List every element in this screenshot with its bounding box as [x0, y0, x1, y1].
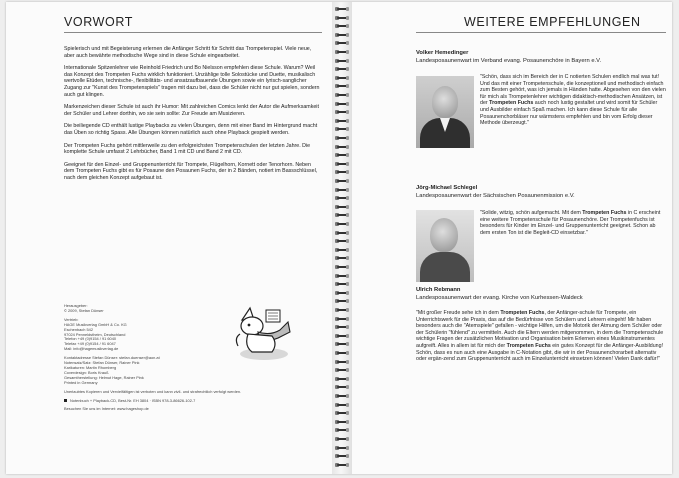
- imprint-line: Telefon +49 (0)9154 / 91 6040: [64, 336, 117, 342]
- spiral-ring: [335, 247, 349, 253]
- preface-paragraph: Geeignet für den Einzel- und Gruppenunterricht für Trompete, Flügelhorn, Kornett oder Tenorhorn. Neben dem Trompeten Fuchs gibt es für Posaune den Posaunen Fuchs, der in 2 Bänden, notiert im Bassschlüssel, nach dem gleichen Konzept aufgebaut ist.: [64, 161, 318, 181]
- quote-text: "Solide, witzig, schön aufgemacht. Mit dem: [480, 210, 583, 216]
- spiral-ring: [335, 376, 349, 382]
- imprint-line: Vertrieb:: [64, 316, 79, 322]
- spiral-ring: [335, 152, 349, 158]
- imprint-line: © 2009, Stefan Dünser: [64, 307, 104, 313]
- spiral-ring: [335, 126, 349, 132]
- spiral-ring: [335, 341, 349, 347]
- imprint-line: Printed in Germany: [64, 379, 98, 385]
- spiral-ring: [335, 144, 349, 150]
- spiral-ring: [335, 23, 349, 29]
- imprint-order: [64, 399, 294, 404]
- preface-paragraph: Spielerisch und mit Begeisterung erlernen die Anfänger Schritt für Schritt das Trompetenspiel. Viele neue, aber auch bewährte methodische Wege sind in diese Schule eingearbeitet.: [64, 46, 312, 59]
- photo-body: [420, 252, 470, 282]
- spiral-ring: [335, 83, 349, 89]
- spiral-ring: [335, 212, 349, 218]
- spiral-ring: [335, 273, 349, 279]
- quote-text: "Mit großer Freude sehe ich in dem: [416, 310, 501, 316]
- recommender-name: Volker Hemedinger: [416, 50, 469, 56]
- recommender-name: Ulrich Rebmann: [416, 287, 461, 293]
- title-rule: [416, 32, 666, 33]
- imprint-line: Telefax +49 (0)9154 / 91 6047: [64, 341, 116, 347]
- spiral-ring: [335, 298, 349, 304]
- preface-paragraph: Die beiliegende CD enthält lustige Playbacks zu vielen Übungen, denn mit einer Band im Hintergrund macht das Üben so richtig Spass. Alle Übungen können natürlich auch ohne Playback gespielt werden.: [64, 123, 318, 136]
- quote-text: in C erscheint eine weitere Trompetenschule für Posaunenchöre. Der Trompetenfuchs ist besonders für Kinder im Einzel- und Gruppenunterricht geeignet. Schon ab dem ersten Ton ist die Begleit-CD einsetzbar.": [480, 210, 661, 236]
- page-title-vorwort: VORWORT: [64, 15, 134, 29]
- title-rule: [64, 32, 322, 33]
- imprint-notice: Unerlaubtes Kopieren und Vervielfältigen ist verboten und kann zivil- und strafrechtlich verfolgt werden.: [64, 388, 242, 394]
- imprint: [64, 303, 242, 416]
- spiral-ring: [335, 92, 349, 98]
- spiral-ring: [335, 255, 349, 261]
- spiral-ring: [335, 462, 349, 468]
- recommendation-quote: [480, 210, 666, 236]
- imprint-publisher: [64, 318, 234, 352]
- spiral-ring: [335, 393, 349, 399]
- imprint-credits: [64, 356, 234, 385]
- photo-head: [430, 218, 458, 252]
- spiral-ring: [335, 32, 349, 38]
- spiral-ring: [335, 316, 349, 322]
- spiral-ring: [335, 178, 349, 184]
- imprint-line: Coverdesign: Boris Krauß: [64, 369, 109, 375]
- quote-emphasis: Trompeten Fuchs: [506, 342, 551, 349]
- quote-emphasis: Trompeten Fuchs: [582, 210, 627, 216]
- spiral-ring: [335, 169, 349, 175]
- spiral-ring: [335, 109, 349, 115]
- recommender-photo: [416, 210, 474, 282]
- recommender-photo: [416, 76, 474, 148]
- spiral-ring: [335, 410, 349, 416]
- imprint-line: Herausgeber:: [64, 303, 88, 308]
- spiral-ring: [335, 135, 349, 141]
- imprint-line: Karikaturen: Martin Rhomberg: [64, 364, 117, 370]
- left-page: [6, 2, 332, 474]
- spiral-ring: [335, 402, 349, 408]
- spiral-ring: [335, 367, 349, 373]
- recommender-name: Jörg-Michael Schlegel: [416, 185, 478, 191]
- imprint-web: Besuchen Sie uns im Internet: www.hageshop.de: [64, 406, 149, 412]
- spiral-ring: [335, 195, 349, 201]
- spiral-ring: [335, 40, 349, 46]
- spiral-ring: [335, 58, 349, 64]
- spiral-ring: [335, 238, 349, 244]
- spiral-binding-icon: [332, 2, 352, 474]
- preface-paragraph: Der Trompeten Fuchs gehört mittlerweile zu den erfolgreichsten Trompetenschulen der letzten Jahre. Die komplette Schule umfasst 2 Lehrbücher, Band 1 mit CD und Band 2 mit CD.: [64, 142, 311, 156]
- imprint-line: Kontaktadresse Stefan Dünser: stefan.duenser@aon.at: [64, 355, 160, 361]
- quote-text: auch noch lustig gestaltet und wird somit für Schüler und Ausbilder einfach Spaß machen. Ich kann diese Schule für alle Posaunenchorbläser nur wärmstens empfehlen und bin vom Erfolg dieser Methode überzeugt.": [480, 100, 658, 127]
- spiral-ring: [335, 101, 349, 107]
- quote-text: ein gutes Konzept für die Anfänger-Ausbildung! Schön, dass es nun auch eine Ausgabe in C-Notation gibt, die wir in der Posaunenchorarbeit alternativ oder ergän-zend zum Gruppenunterricht auch im Einzelunterricht einsetzen können! Vielen Dank dafür!": [416, 342, 664, 363]
- spiral-ring: [335, 445, 349, 451]
- spiral-ring: [335, 161, 349, 167]
- spiral-ring: [335, 230, 349, 236]
- recommendation-quote: [416, 310, 668, 363]
- imprint-line: Notensatz/Satz: Stefan Dünser, Rainer Pink: [64, 360, 140, 366]
- page-title-empfehlungen: WEITERE EMPFEHLUNGEN: [464, 15, 641, 29]
- imprint-line: HAGE Musikverlag GmbH & Co. KG: [64, 321, 127, 327]
- spiral-ring: [335, 187, 349, 193]
- recommender-role: Landesposaunenwart der evang. Kirche von Kurhessen-Waldeck: [416, 295, 583, 301]
- spiral-ring: [335, 75, 349, 81]
- quote-emphasis: Trompeten Fuchs: [489, 100, 534, 107]
- spiral-ring: [335, 221, 349, 227]
- spiral-ring: [335, 453, 349, 459]
- spiral-ring: [335, 359, 349, 365]
- spiral-ring: [335, 6, 349, 12]
- spiral-ring: [335, 333, 349, 339]
- spiral-ring: [335, 118, 349, 124]
- recommender-role: Landesposaunenwart der Sächsischen Posaunenmission e.V.: [416, 193, 575, 199]
- right-page: [352, 2, 672, 474]
- book-spread: [6, 2, 672, 474]
- preface-text: [64, 46, 320, 188]
- order-line: Notenbuch + Playback-CD, Best-Nr. EH 3804 · ISBN 978-3-86626-102-7: [70, 397, 196, 403]
- quote-emphasis: Trompeten Fuchs: [500, 310, 545, 316]
- spiral-ring: [335, 384, 349, 390]
- quote-text: , der Anfänger-schule für Trompete, ein Unterrichtswerk für die Praxis, das auf die Bedürfnisse von Schülern und Lehrern eingeht! Mir haben besonders auch die "Atemspiele" gefallen - wichtige Hilfen, um die Motorik der Atmung dem Schüler oder der Schülerin "fühlend" zu vermitteln. Auch die Eltern werden mitgenommen, in dem die Trompetenschule wichtige Fragen der zusätzlichen Motivation und Organisation beim Erlernen eines Musikinstrumentes aufgreift. Alles in allem ist für mich der: [416, 310, 664, 349]
- spiral-ring: [335, 427, 349, 433]
- preface-paragraph: Internationale Spitzenlehrer wie Reinhold Friedrich und Bo Nielsson empfehlen diese Schule. Warum? Weil das Konzept des Trompeten Fuchs wirklich funktioniert. Unzählige tolle Solostücke und Duette, musikalisch wertvolle Etüden, technische-, flexibilitäts- und ansatzaufbauende Übungen sowie ein lyrisch-sanglicher Zugang zur "Kunst des Trompetenspiels" tragen mit dazu bei, dass die Schüler nicht nur gut spielen, sondern auch gut klingen.: [64, 65, 320, 98]
- bullet-icon: [64, 399, 67, 402]
- preface-paragraph: Markenzeichen dieser Schule ist auch ihr Humor: Mit zahlreichen Comics lenkt der Autor die Aufmerksamkeit der Schüler und Lehrer dorthin, wo sie sein sollte: Zur Freude am Musizieren.: [64, 104, 319, 117]
- spiral-ring: [335, 307, 349, 313]
- spiral-ring: [335, 436, 349, 442]
- spiral-ring: [335, 15, 349, 21]
- spiral-ring: [335, 281, 349, 287]
- recommender-role: Landesposaunenwart im Verband evang. Posaunenchöre in Bayern e.V.: [416, 58, 602, 64]
- imprint-line: Eschenbach 542: [64, 326, 93, 332]
- spiral-ring: [335, 204, 349, 210]
- imprint-line: Gesamtherstellung: Helmut Hage, Rainer Pink: [64, 374, 144, 380]
- fox-trumpet-cartoon-icon: [228, 302, 298, 364]
- recommendation-quote: [480, 74, 666, 127]
- quote-text: "Schön, dass sich im Bereich der in C notierten Schulen endlich mal was tut! Und das mit einer Trompetenschule, die konzeptionell und methodisch einfach zum Besten gehört, was ich jemals in Händen hatte. Abgesehen von den vielen für mich als Trompetenlehrer wichtigen didaktisch-methodischen Ansätzen, ist der: [480, 74, 666, 107]
- spiral-ring: [335, 264, 349, 270]
- imprint-editor: [64, 304, 234, 314]
- spiral-ring: [335, 49, 349, 55]
- spiral-ring: [335, 66, 349, 72]
- spiral-ring: [335, 419, 349, 425]
- imprint-line: 97024 Penneldstheim, Deutschland: [64, 331, 126, 337]
- spiral-ring: [335, 324, 349, 330]
- spiral-ring: [335, 350, 349, 356]
- photo-head: [432, 86, 458, 118]
- imprint-line: Mail: info@hagemusikverlag.de: [64, 346, 119, 352]
- spiral-ring: [335, 290, 349, 296]
